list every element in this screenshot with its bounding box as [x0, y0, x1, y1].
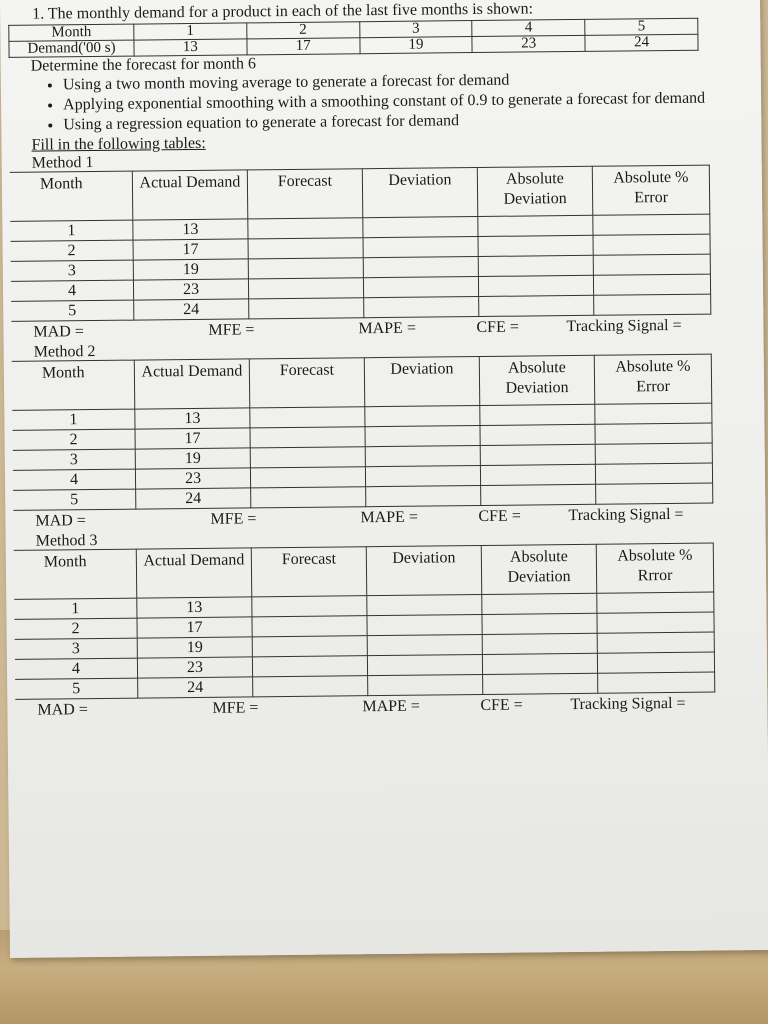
deviation-cell[interactable] [366, 485, 481, 506]
absolute-deviation-cell[interactable] [478, 235, 593, 256]
actual-demand-cell: 19 [133, 259, 248, 280]
absolute-deviation-cell[interactable] [481, 484, 596, 505]
absolute-percent-error-cell[interactable] [596, 483, 713, 504]
absolute-deviation-cell[interactable] [480, 444, 595, 465]
mfe-label: MFE = [212, 699, 259, 717]
absolute-percent-error-column-header: Absolute % Error [594, 354, 712, 404]
actual-demand-column-header: Actual Demand [132, 170, 248, 220]
actual-demand-cell: 24 [138, 677, 253, 698]
mape-label: MAPE = [362, 697, 420, 716]
demand-cell: 19 [360, 37, 473, 54]
deviation-column-header: Deviation [364, 357, 480, 407]
absolute-deviation-cell[interactable] [478, 275, 593, 296]
mape-label: MAPE = [358, 319, 417, 338]
cfe-label: CFE = [480, 696, 523, 715]
month-cell: 4 [13, 469, 136, 490]
forecast-cell[interactable] [252, 596, 367, 617]
cfe-label: CFE = [478, 507, 521, 526]
absolute-percent-error-cell[interactable] [597, 612, 714, 633]
demand-cell: 13 [134, 39, 247, 56]
absolute-percent-error-cell[interactable] [597, 592, 714, 613]
month-cell: 5 [585, 18, 698, 35]
deviation-cell[interactable] [365, 445, 480, 466]
absolute-percent-error-cell[interactable] [597, 632, 714, 653]
actual-demand-cell: 23 [133, 279, 248, 300]
forecast-cell[interactable] [248, 258, 363, 279]
actual-demand-cell: 17 [137, 617, 252, 638]
mad-label: MAD = [37, 701, 88, 719]
deviation-cell[interactable] [364, 297, 479, 318]
table-header-row [10, 165, 710, 221]
absolute-deviation-cell[interactable] [479, 295, 594, 316]
month-cell: 2 [14, 618, 137, 639]
month-cell: 2 [13, 429, 136, 450]
table-header-row [14, 543, 714, 599]
method-1-table [10, 165, 712, 322]
absolute-percent-error-cell[interactable] [593, 234, 710, 255]
forecast-column-header: Forecast [247, 169, 363, 219]
deviation-cell[interactable] [367, 654, 482, 675]
month-cell: 5 [13, 489, 136, 510]
absolute-deviation-cell[interactable] [480, 424, 595, 445]
table-header-row [12, 354, 712, 410]
actual-demand-cell: 13 [137, 597, 252, 618]
deviation-cell[interactable] [365, 425, 480, 446]
absolute-deviation-cell[interactable] [482, 613, 597, 634]
method-2-title: Method 2 [33, 343, 96, 361]
task-list [9, 69, 722, 134]
deviation-cell[interactable] [367, 634, 482, 655]
tracking-signal-label: Tracking Signal = [566, 316, 682, 336]
absolute-deviation-cell[interactable] [480, 464, 595, 485]
method-3-table [14, 543, 716, 700]
absolute-deviation-cell[interactable] [482, 593, 597, 614]
forecast-cell[interactable] [252, 636, 367, 657]
deviation-cell[interactable] [367, 594, 482, 615]
forecast-cell[interactable] [252, 616, 367, 637]
instruction-text: Determine the forecast for month 6 [30, 55, 257, 75]
forecast-cell[interactable] [252, 656, 367, 677]
demand-cell: 23 [472, 35, 585, 52]
deviation-cell[interactable] [363, 257, 478, 278]
forecast-cell[interactable] [251, 487, 366, 508]
actual-demand-cell: 17 [133, 239, 248, 260]
month-cell: 3 [13, 449, 136, 470]
absolute-deviation-column-header: Absolute Deviation [477, 166, 593, 216]
month-cell: 1 [12, 409, 135, 430]
month-cell: 2 [247, 22, 360, 39]
actual-demand-cell: 24 [136, 488, 251, 509]
actual-demand-cell: 13 [135, 408, 250, 429]
forecast-cell[interactable] [250, 427, 365, 448]
absolute-deviation-cell[interactable] [478, 255, 593, 276]
month-column-header: Month [12, 360, 135, 410]
absolute-percent-error-cell[interactable] [595, 423, 712, 444]
forecast-cell[interactable] [248, 238, 363, 259]
cfe-label: CFE = [476, 318, 519, 337]
absolute-percent-error-cell[interactable] [597, 652, 714, 673]
month-cell: 3 [359, 21, 472, 38]
absolute-percent-error-cell[interactable] [593, 214, 710, 235]
absolute-percent-error-cell[interactable] [594, 294, 711, 315]
forecast-cell[interactable] [250, 447, 365, 468]
actual-demand-cell: 17 [135, 428, 250, 449]
month-cell: 3 [15, 638, 138, 659]
forecast-column-header: Forecast [251, 547, 367, 597]
month-cell: 2 [11, 240, 134, 261]
deviation-cell[interactable] [365, 465, 480, 486]
task-item: • Using a two month moving average to generate a forecast for demand [63, 69, 721, 94]
month-cell: 1 [134, 23, 247, 40]
forecast-cell[interactable] [250, 467, 365, 488]
absolute-percent-error-cell[interactable] [595, 443, 712, 464]
actual-demand-cell: 19 [135, 448, 250, 469]
absolute-percent-error-cell[interactable] [595, 403, 712, 424]
mape-label: MAPE = [360, 508, 419, 527]
month-column-header: Month [14, 549, 137, 599]
absolute-deviation-column-header: Absolute Deviation [479, 355, 595, 405]
month-cell: 1 [10, 220, 133, 241]
deviation-column-header: Deviation [366, 545, 482, 595]
tracking-signal-label: Tracking Signal = [568, 505, 684, 525]
actual-demand-cell: 13 [133, 219, 248, 240]
absolute-deviation-cell[interactable] [480, 404, 595, 425]
question-title: 1. The monthly demand for a product in each of the last five months is shown: [32, 0, 534, 23]
absolute-deviation-cell[interactable] [482, 633, 597, 654]
demand-cell: 17 [247, 38, 360, 55]
deviation-cell[interactable] [363, 237, 478, 258]
deviation-column-header: Deviation [362, 168, 478, 218]
mad-label: MAD = [35, 512, 86, 530]
demand-header-cell: Demand('00 s) [9, 40, 134, 57]
forecast-cell[interactable] [253, 676, 368, 697]
fill-in-instruction: Fill in the following tables: [31, 134, 206, 154]
absolute-percent-error-column-header: Absolute % Error [592, 165, 710, 215]
absolute-deviation-cell[interactable] [483, 673, 598, 694]
demand-cell: 24 [585, 34, 698, 51]
actual-demand-column-header: Actual Demand [136, 548, 252, 598]
month-cell: 4 [15, 658, 138, 679]
actual-demand-cell: 23 [137, 657, 252, 678]
actual-demand-cell: 23 [135, 468, 250, 489]
month-cell: 5 [11, 300, 134, 321]
month-cell: 4 [472, 19, 585, 36]
month-header-cell: Month [9, 24, 134, 41]
month-cell: 1 [14, 598, 137, 619]
forecast-column-header: Forecast [249, 358, 365, 408]
absolute-percent-error-cell[interactable] [593, 254, 710, 275]
month-cell: 5 [15, 678, 138, 699]
forecast-cell[interactable] [250, 407, 365, 428]
absolute-percent-error-cell[interactable] [598, 672, 715, 693]
mfe-label: MFE = [208, 321, 255, 339]
deviation-cell[interactable] [363, 277, 478, 298]
absolute-deviation-cell[interactable] [482, 653, 597, 674]
task-item: • Applying exponential smoothing with a smoothing constant of 0.9 to generate a forecast for demand [63, 89, 721, 114]
method-1-title: Method 1 [31, 154, 94, 172]
worksheet-content [8, 0, 727, 722]
absolute-deviation-column-header: Absolute Deviation [481, 544, 597, 594]
deviation-cell[interactable] [368, 674, 483, 695]
mfe-label: MFE = [210, 510, 257, 528]
forecast-cell[interactable] [248, 278, 363, 299]
absolute-percent-error-cell[interactable] [593, 274, 710, 295]
absolute-deviation-cell[interactable] [478, 215, 593, 236]
task-item: • Using a regression equation to generate a forecast for demand [63, 109, 721, 134]
month-cell: 4 [11, 280, 134, 301]
month-cell: 3 [11, 260, 134, 281]
deviation-cell[interactable] [363, 217, 478, 238]
deviation-cell[interactable] [367, 614, 482, 635]
method-3-title: Method 3 [35, 532, 98, 550]
absolute-percent-error-cell[interactable] [595, 463, 712, 484]
deviation-cell[interactable] [365, 405, 480, 426]
forecast-cell[interactable] [249, 298, 364, 319]
mad-label: MAD = [33, 323, 84, 341]
tracking-signal-label: Tracking Signal = [570, 694, 686, 714]
method-2-table [12, 354, 714, 511]
actual-demand-cell: 19 [137, 637, 252, 658]
month-column-header: Month [10, 171, 133, 221]
forecast-cell[interactable] [248, 218, 363, 239]
actual-demand-cell: 24 [134, 299, 249, 320]
actual-demand-column-header: Actual Demand [134, 359, 250, 409]
absolute-percent-error-column-header: Absolute % Rrror [596, 543, 714, 593]
